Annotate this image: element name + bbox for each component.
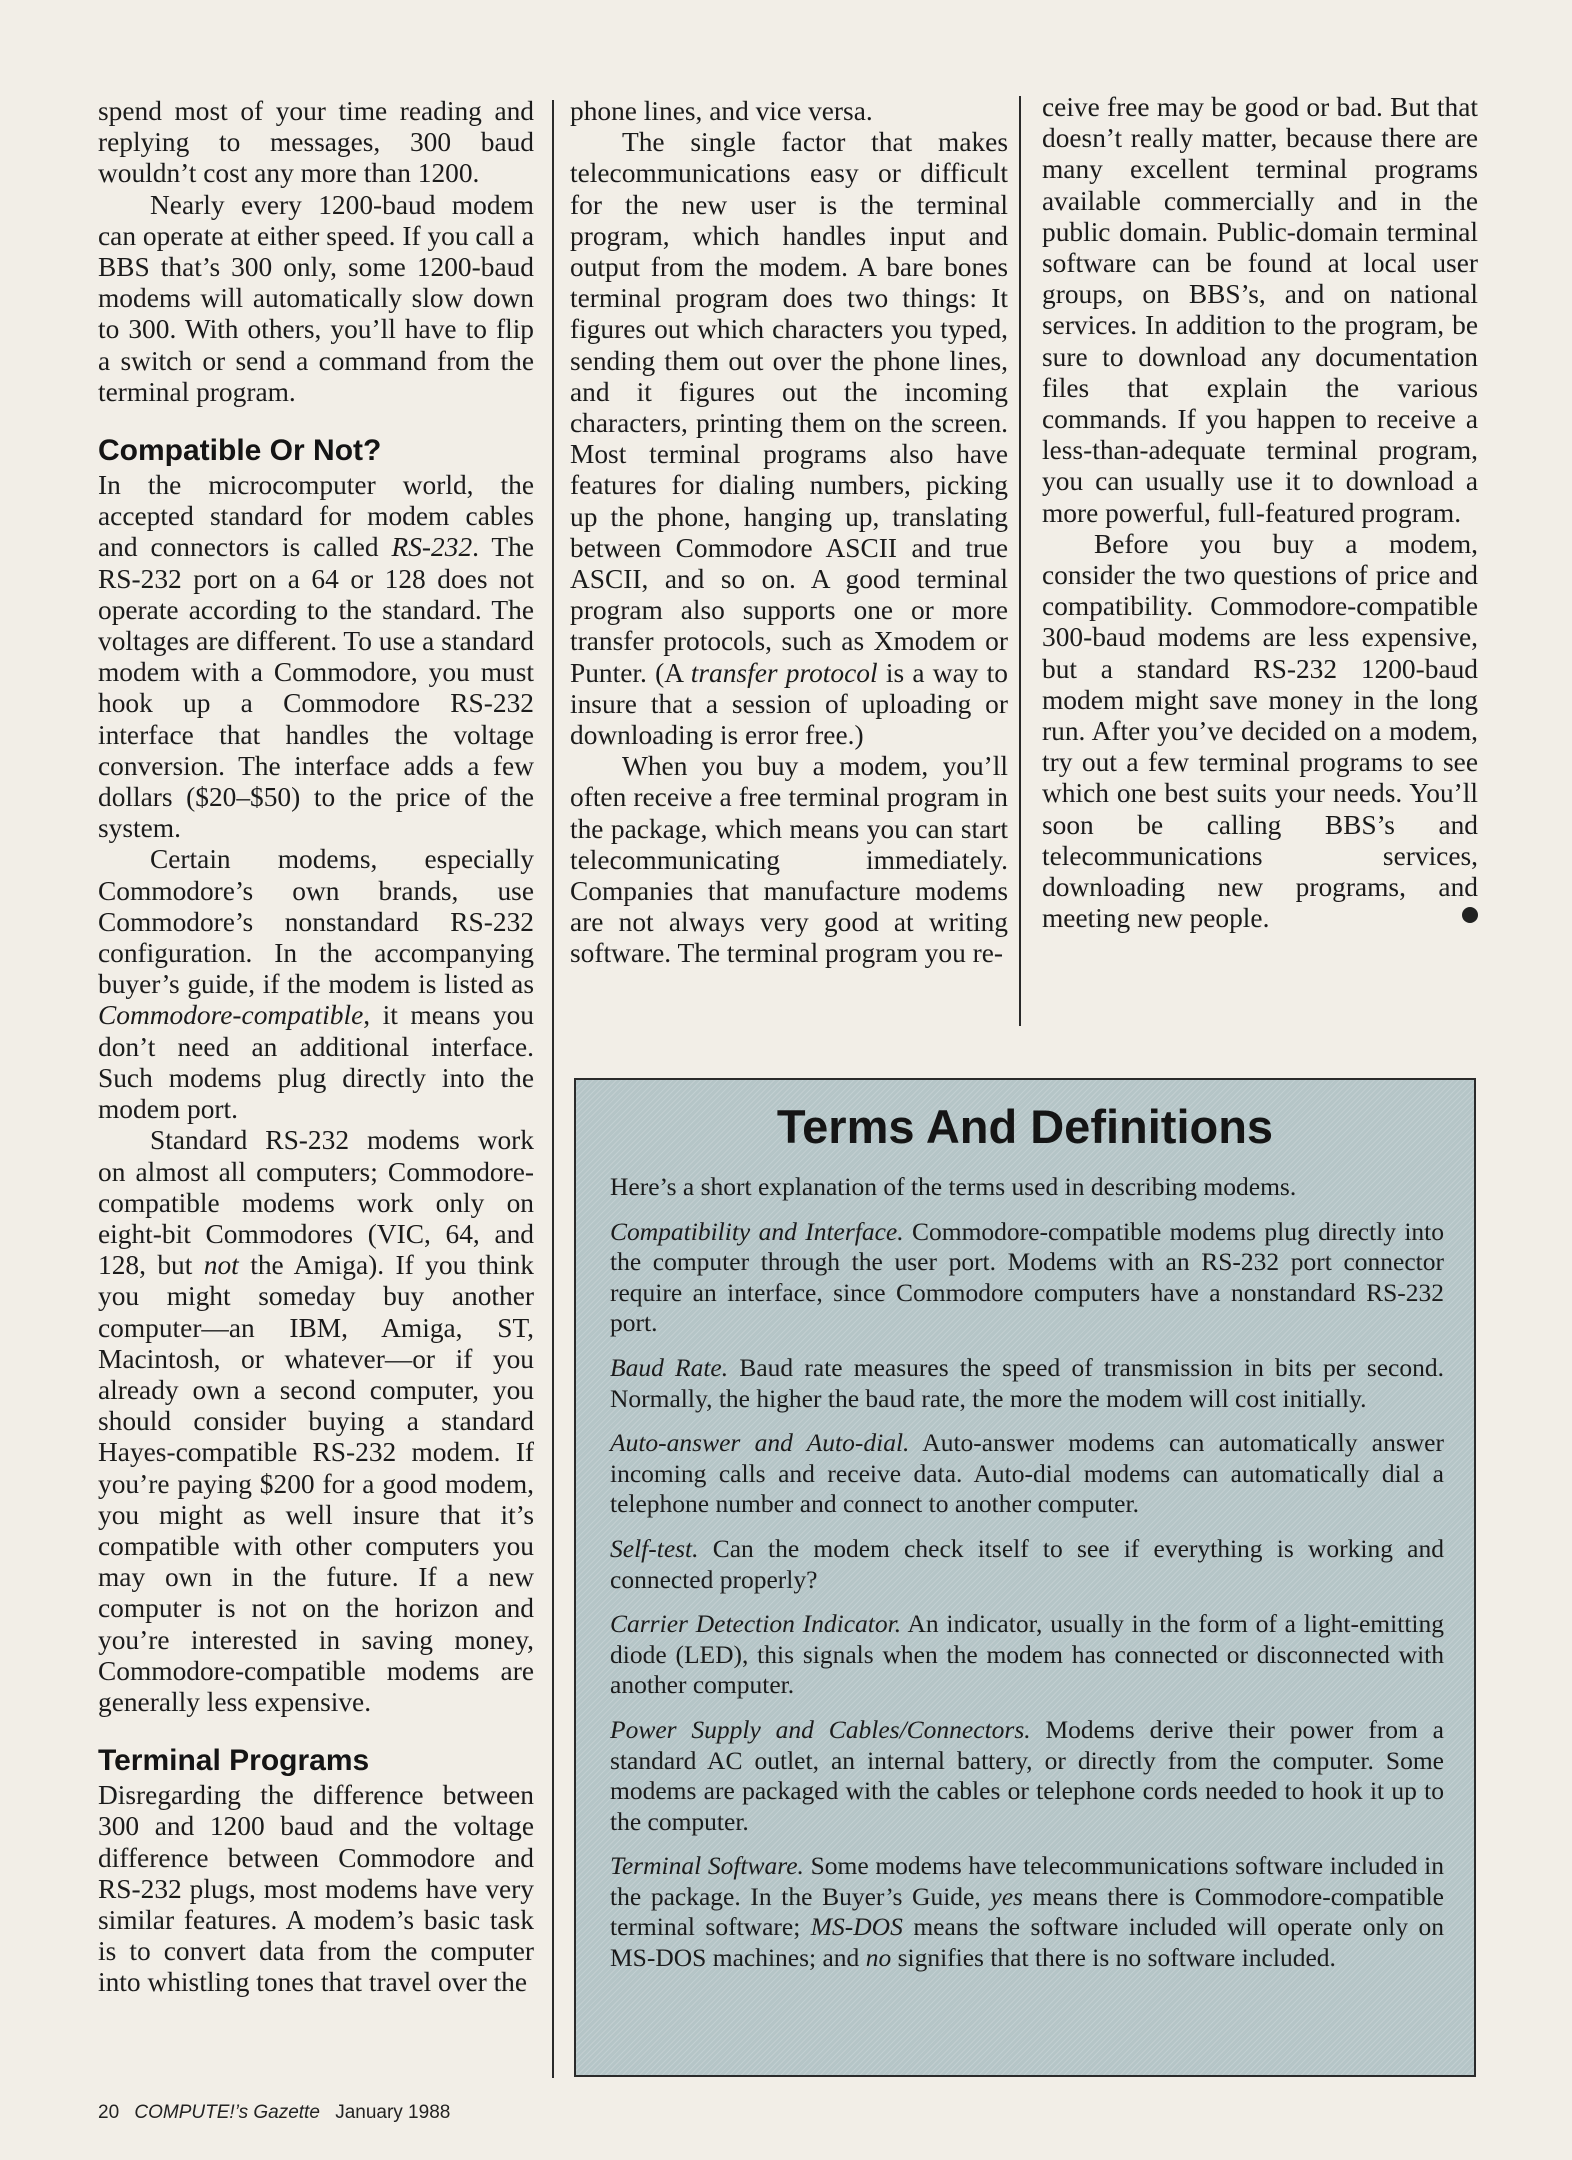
definition-item: Carrier Detection Indicator. An indicator, usually in the form of a light-emitting diode (LED), this signals when the modem has connected or disconnected with another computer.: [610, 1609, 1444, 1700]
page-footer: [98, 2102, 450, 2124]
page-number: 20: [98, 2102, 120, 2123]
sidebar-title: Terms And Definitions: [776, 1100, 1274, 1153]
paragraph: Standard RS-232 modems work on almost all computers; Commodore-compatible modems work only on eight-bit Commodores (VIC, 64, and 128, but not the Amiga). If you think you might someday buy another computer—an IBM, Amiga, ST, Macintosh, or whatever—or if you already own a second computer, you should consider buying a standard Hayes-compatible RS-232 modem. If you’re paying $200 for a good modem, you might as well insure that it’s compatible with other computers you may own in the future. If a new computer is not on the horizon and you’re interested in saving money, Commodore-compatible modems are generally less expensive.: [98, 1125, 534, 1717]
column-divider: [552, 100, 554, 2078]
paragraph: spend most of your time reading and replying to messages, 300 baud wouldn’t cost any more than 1200.: [98, 96, 534, 189]
definition-item: Terminal Software. Some modems have telecommunications software included in the package. In the Buyer’s Guide, yes means there is Commodore-compatible terminal software; MS-DOS means the software included will operate only on MS-DOS machines; and no signifies that there is no software included.: [610, 1851, 1444, 1973]
section-heading-compatible: Compatible Or Not?: [98, 434, 382, 468]
paragraph: Certain modems, especially Commodore’s own brands, use Commodore’s nonstandard RS-232 configuration. In the accompanying buyer’s guide, if the modem is listed as Commodore-compatible, it means you don’t need an additional interface. Such modems plug directly into the modem port.: [98, 844, 534, 1125]
magazine-name: COMPUTE!’s Gazette: [134, 2102, 320, 2123]
paragraph: Disregarding the difference between 300 and 1200 baud and the voltage difference between Commodore and RS-232 plugs, most modems have very similar features. A modem’s basic task is to convert data from the computer into whistling tones that travel over the: [98, 1780, 534, 1998]
definition-item: Auto-answer and Auto-dial. Auto-answer modems can automatically answer incoming calls and receive data. Auto-dial modems can automatically dial a telephone number and connect to another computer.: [610, 1428, 1444, 1519]
sidebar-intro: Here’s a short explanation of the terms used in describing modems.: [610, 1172, 1297, 1201]
section-heading-terminal: Terminal Programs: [98, 1744, 370, 1778]
paragraph: ceive free may be good or bad. But that doesn’t really matter, because there are many excellent terminal programs available commercially and in the public domain. Public-domain terminal software can be found at local user groups, on BBS’s, and on national services. In addition to the program, be sure to download any documentation files that explain the various commands. If you happen to receive a less-than-adequate terminal program, you can usually use it to download a more powerful, full-featured program.: [1042, 92, 1478, 528]
paragraph: Before you buy a modem, consider the two questions of price and compatibility. Commodore-compatible 300-baud modems are less expensive, but a standard RS-232 1200-baud modem might save money in the long run. After you’ve decided on a modem, try out a few terminal programs to see which one best suits your needs. You’ll soon be calling BBS’s and telecommunications services, downloading new programs, and meeting new people.: [1042, 528, 1478, 934]
paragraph: phone lines, and vice versa.: [570, 96, 873, 126]
definition-item: Baud Rate. Baud rate measures the speed of transmission in bits per second. Normally, the higher the baud rate, the more the modem will cost initially.: [610, 1352, 1445, 1413]
end-mark-icon: [1462, 907, 1478, 923]
terms-sidebar-box: [574, 1078, 1476, 2077]
definition-item: Self-test. Can the modem check itself to see if everything is working and connected properly?: [610, 1533, 1444, 1594]
issue-date: January 1988: [335, 2102, 451, 2123]
paragraph: The single factor that makes telecommunications easy or difficult for the new user is the terminal program, which handles input and output from the modem. A bare bones terminal program does two things: It figures out which characters you typed, sending them out over the phone lines, and it figures out the incoming characters, printing them on the screen. Most terminal programs also have features for dialing numbers, picking up the phone, hanging up, translating between Commodore ASCII and true ASCII, and so on. A good terminal program also supports one or more transfer protocols, such as Xmodem or Punter. (A transfer protocol is a way to insure that a session of uploading or downloading is error free.): [570, 127, 1008, 751]
column-2: [570, 96, 1008, 970]
column-3: [1042, 92, 1478, 934]
paragraph: In the microcomputer world, the accepted standard for modem cables and connectors is called RS-232. The RS-232 port on a 64 or 128 does not operate according to the standard. The voltages are different. To use a standard modem with a Commodore, you must hook up a Commodore RS-232 interface that handles the voltage conversion. The interface adds a few dollars ($20–$50) to the price of the system.: [98, 470, 534, 844]
definition-item: Power Supply and Cables/Connectors. Modems derive their power from a standard AC outlet, an internal battery, or directly from the computer. Some modems are packaged with the cables or telephone cords needed to hook it up to the computer.: [610, 1714, 1444, 1836]
paragraph: Nearly every 1200-baud modem can operate at either speed. If you call a BBS that’s 300 only, some 1200-baud modems will automatically slow down to 300. With others, you’ll have to flip a switch or send a command from the terminal program.: [98, 189, 534, 407]
column-1: [98, 96, 534, 1999]
paragraph: When you buy a modem, you’ll often receive a free terminal program in the package, which means you can start telecommunicating immediately. Companies that manufacture modems are not always very good at writing software. The terminal program you re-: [570, 751, 1008, 969]
definition-item: Compatibility and Interface. Commodore-compatible modems plug directly into the computer through the user port. Modems with an RS-232 port connector require an interface, since Commodore computers have a nonstandard RS-232 port.: [610, 1216, 1444, 1338]
column-divider: [1019, 96, 1021, 1026]
